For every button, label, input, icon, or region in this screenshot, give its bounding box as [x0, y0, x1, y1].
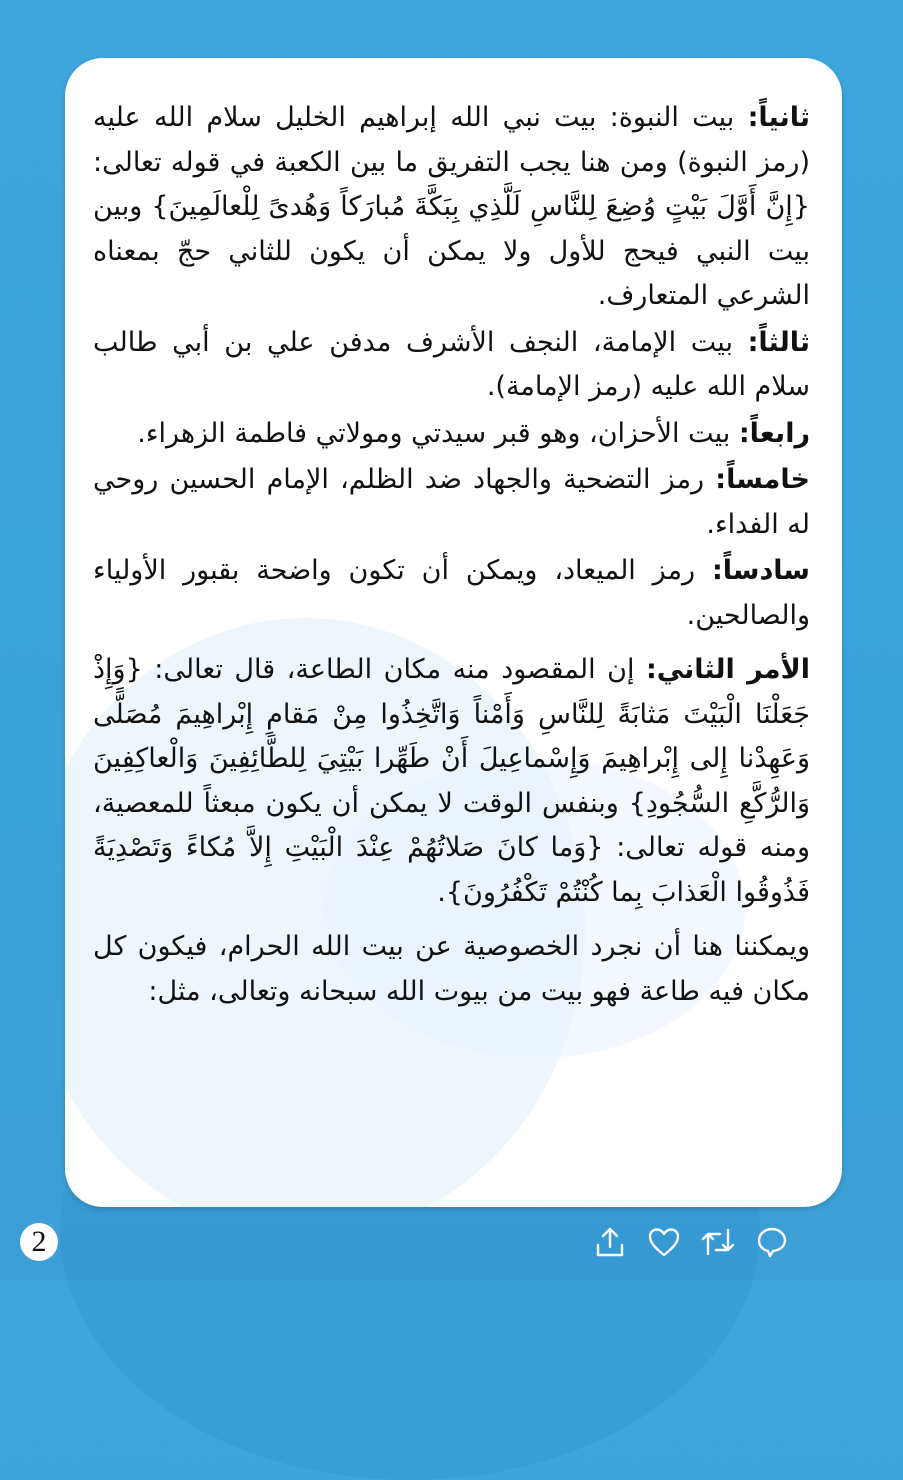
paragraph	[93, 925, 810, 1014]
paragraph	[93, 96, 810, 319]
page-number: 2	[20, 1223, 58, 1261]
post-footer	[0, 1218, 903, 1268]
paragraph-lead: ثانياً:	[747, 102, 810, 133]
retweet-button[interactable]	[698, 1222, 738, 1262]
reply-icon	[755, 1225, 789, 1259]
paragraph	[93, 412, 810, 457]
heart-icon	[647, 1226, 681, 1258]
paragraph-lead: الأمر الثاني:	[645, 654, 811, 685]
post-card	[65, 58, 842, 1207]
paragraph-lead: ثالثاً:	[747, 326, 810, 358]
share-button[interactable]	[590, 1222, 630, 1262]
paragraph-lead: خامساً:	[715, 464, 810, 495]
paragraph-lead: رابعاً:	[738, 417, 810, 449]
paragraph	[93, 549, 810, 638]
paragraph-text: رمز الميعاد، ويمكن أن تكون واضحة بقبور الأولياء والصالحين.	[93, 555, 810, 631]
action-bar	[590, 1222, 792, 1262]
paragraph-text: ويمكننا هنا أن نجرد الخصوصية عن بيت الله الحرام، فيكون كل مكان فيه طاعة فهو بيت من بيوت الله سبحانه وتعالى، مثل:	[93, 931, 810, 1007]
paragraph-text: بيت الإمامة، النجف الأشرف مدفن علي بن أبي طالب سلام الله عليه (رمز الإمامة).	[93, 326, 810, 402]
reply-button[interactable]	[752, 1222, 792, 1262]
paragraph-text: بيت الأحزان، وهو قبر سيدتي ومولاتي فاطمة الزهراء.	[137, 417, 739, 449]
article-text	[65, 58, 842, 1014]
paragraph-lead: سادساً:	[711, 555, 810, 586]
retweet-icon	[699, 1226, 737, 1258]
like-button[interactable]	[644, 1222, 684, 1262]
paragraph-text: بيت النبوة: بيت نبي الله إبراهيم الخليل سلام الله عليه (رمز النبوة) ومن هنا يجب التفريق ما بين الكعبة في قوله تعالى: {إِنَّ أَوَّلَ بَيْتٍ وُضِعَ لِلنَّاسِ لَلَّذِي بِبَكَّةَ مُبارَكاً وَهُدىً لِلْعالَمِينَ} وبين بيت النبي فيحج للأول ولا يمكن أن يكون للثاني حجّ بمعناه الشرعي المتعارف.	[93, 102, 810, 311]
share-icon	[594, 1225, 626, 1259]
paragraph-text: رمز التضحية والجهاد ضد الظلم، الإمام الحسين روحي له الفداء.	[93, 464, 810, 540]
paragraph	[93, 458, 810, 547]
paragraph	[93, 321, 810, 410]
paragraph	[93, 648, 810, 915]
paragraph-text: إن المقصود منه مكان الطاعة، قال تعالى: {وَإِذْ جَعَلْنَا الْبَيْتَ مَثابَةً لِلنَّاسِ وَأَمْناً وَاتَّخِذُوا مِنْ مَقامِ إِبْراهِيمَ مُصَلًّى وَعَهِدْنا إِلى إِبْراهِيمَ وَإِسْماعِيلَ أَنْ طَهِّرا بَيْتِيَ لِلطَّائِفِينَ وَالْعاكِفِينَ وَالرُّكَّعِ السُّجُودِ} وبنفس الوقت لا يمكن أن يكون مبعثاً للمعصية، ومنه قوله تعالى: {وَما كانَ صَلاتُهُمْ عِنْدَ الْبَيْتِ إِلاَّ مُكاءً وَتَصْدِيَةً فَذُوقُوا الْعَذابَ بِما كُنْتُمْ تَكْفُرُونَ}.	[93, 654, 810, 908]
